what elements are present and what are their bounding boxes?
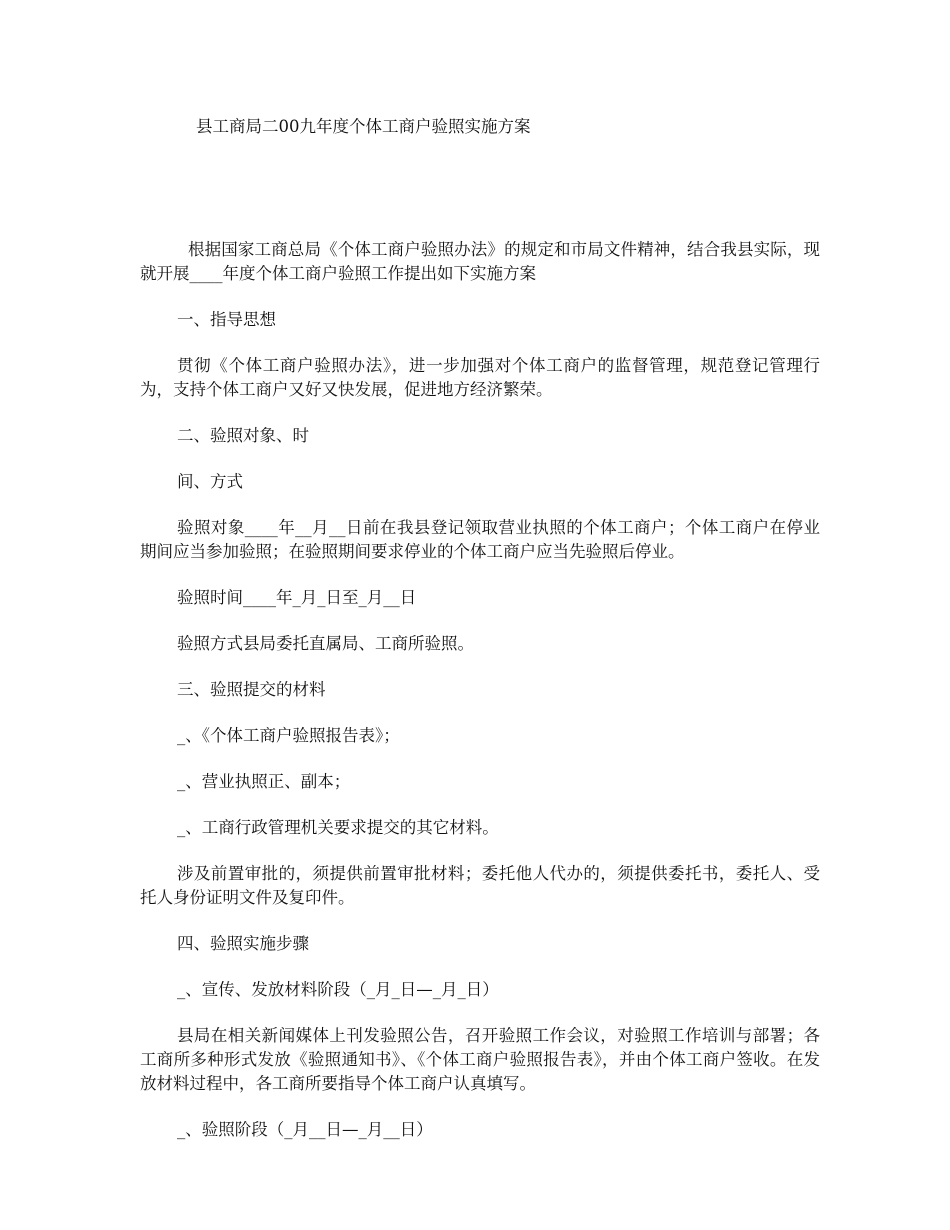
paragraph-inspection-targets: 验照对象____年__月__日前在我县登记领取营业执照的个体工商户；个体工商户在停业期间应当参加验照；在验照期间要求停业的个体工商户应当先验照后停业。 — [140, 518, 820, 561]
list-item-material-other: _、工商行政管理机关要求提交的其它材料。 — [177, 818, 499, 837]
section-heading-materials: 三、验照提交的材料 — [177, 680, 326, 699]
list-item-material-report-form: _、《个体工商户验照报告表》； — [177, 726, 400, 745]
paragraph-step-publicity: 县局在相关新闻媒体上刊发验照公告，召开验照工作会议，对验照工作培训与部署；各工商所多种形式发放《验照通知书》、《个体工商户验照报告表》，并由个体工商户签收。在发放材料过程中，各工商所要指导个体工商户认真填写。 — [140, 1026, 820, 1093]
list-item-material-license: _、营业执照正、副本； — [177, 772, 351, 791]
paragraph-preapproval-materials: 涉及前置审批的，须提供前置审批材料；委托他人代办的，须提供委托书，委托人、受托人身份证明文件及复印件。 — [140, 864, 820, 907]
list-item-step-publicity: _、宣传、发放材料阶段（_月_日—_月_日） — [177, 980, 499, 999]
section-heading-guiding-ideology: 一、指导思想 — [177, 310, 276, 329]
document-body — [140, 238, 820, 1164]
section-heading-inspection-scope-cont: 间、方式 — [177, 472, 243, 491]
paragraph-inspection-time: 验照时间____年_月_日至_月__日 — [177, 588, 417, 607]
paragraph-guiding-ideology: 贯彻《个体工商户验照办法》，进一步加强对个体工商户的监督管理，规范登记管理行为，支持个体工商户又好又快发展，促进地方经济繁荣。 — [140, 356, 820, 399]
list-item-step-inspection: _、验照阶段（_月__日—_月__日） — [177, 1120, 433, 1139]
section-heading-inspection-scope: 二、验照对象、时 — [177, 426, 309, 445]
section-heading-steps: 四、验照实施步骤 — [177, 934, 309, 953]
intro-paragraph: 根据国家工商总局《个体工商户验照办法》的规定和市局文件精神，结合我县实际，现就开展____年度个体工商户验照工作提出如下实施方案 — [140, 240, 820, 283]
document-title: 县工商局二00九年度个体工商户验照实施方案 — [196, 117, 531, 136]
paragraph-inspection-method: 验照方式县局委托直属局、工商所验照。 — [177, 634, 474, 653]
